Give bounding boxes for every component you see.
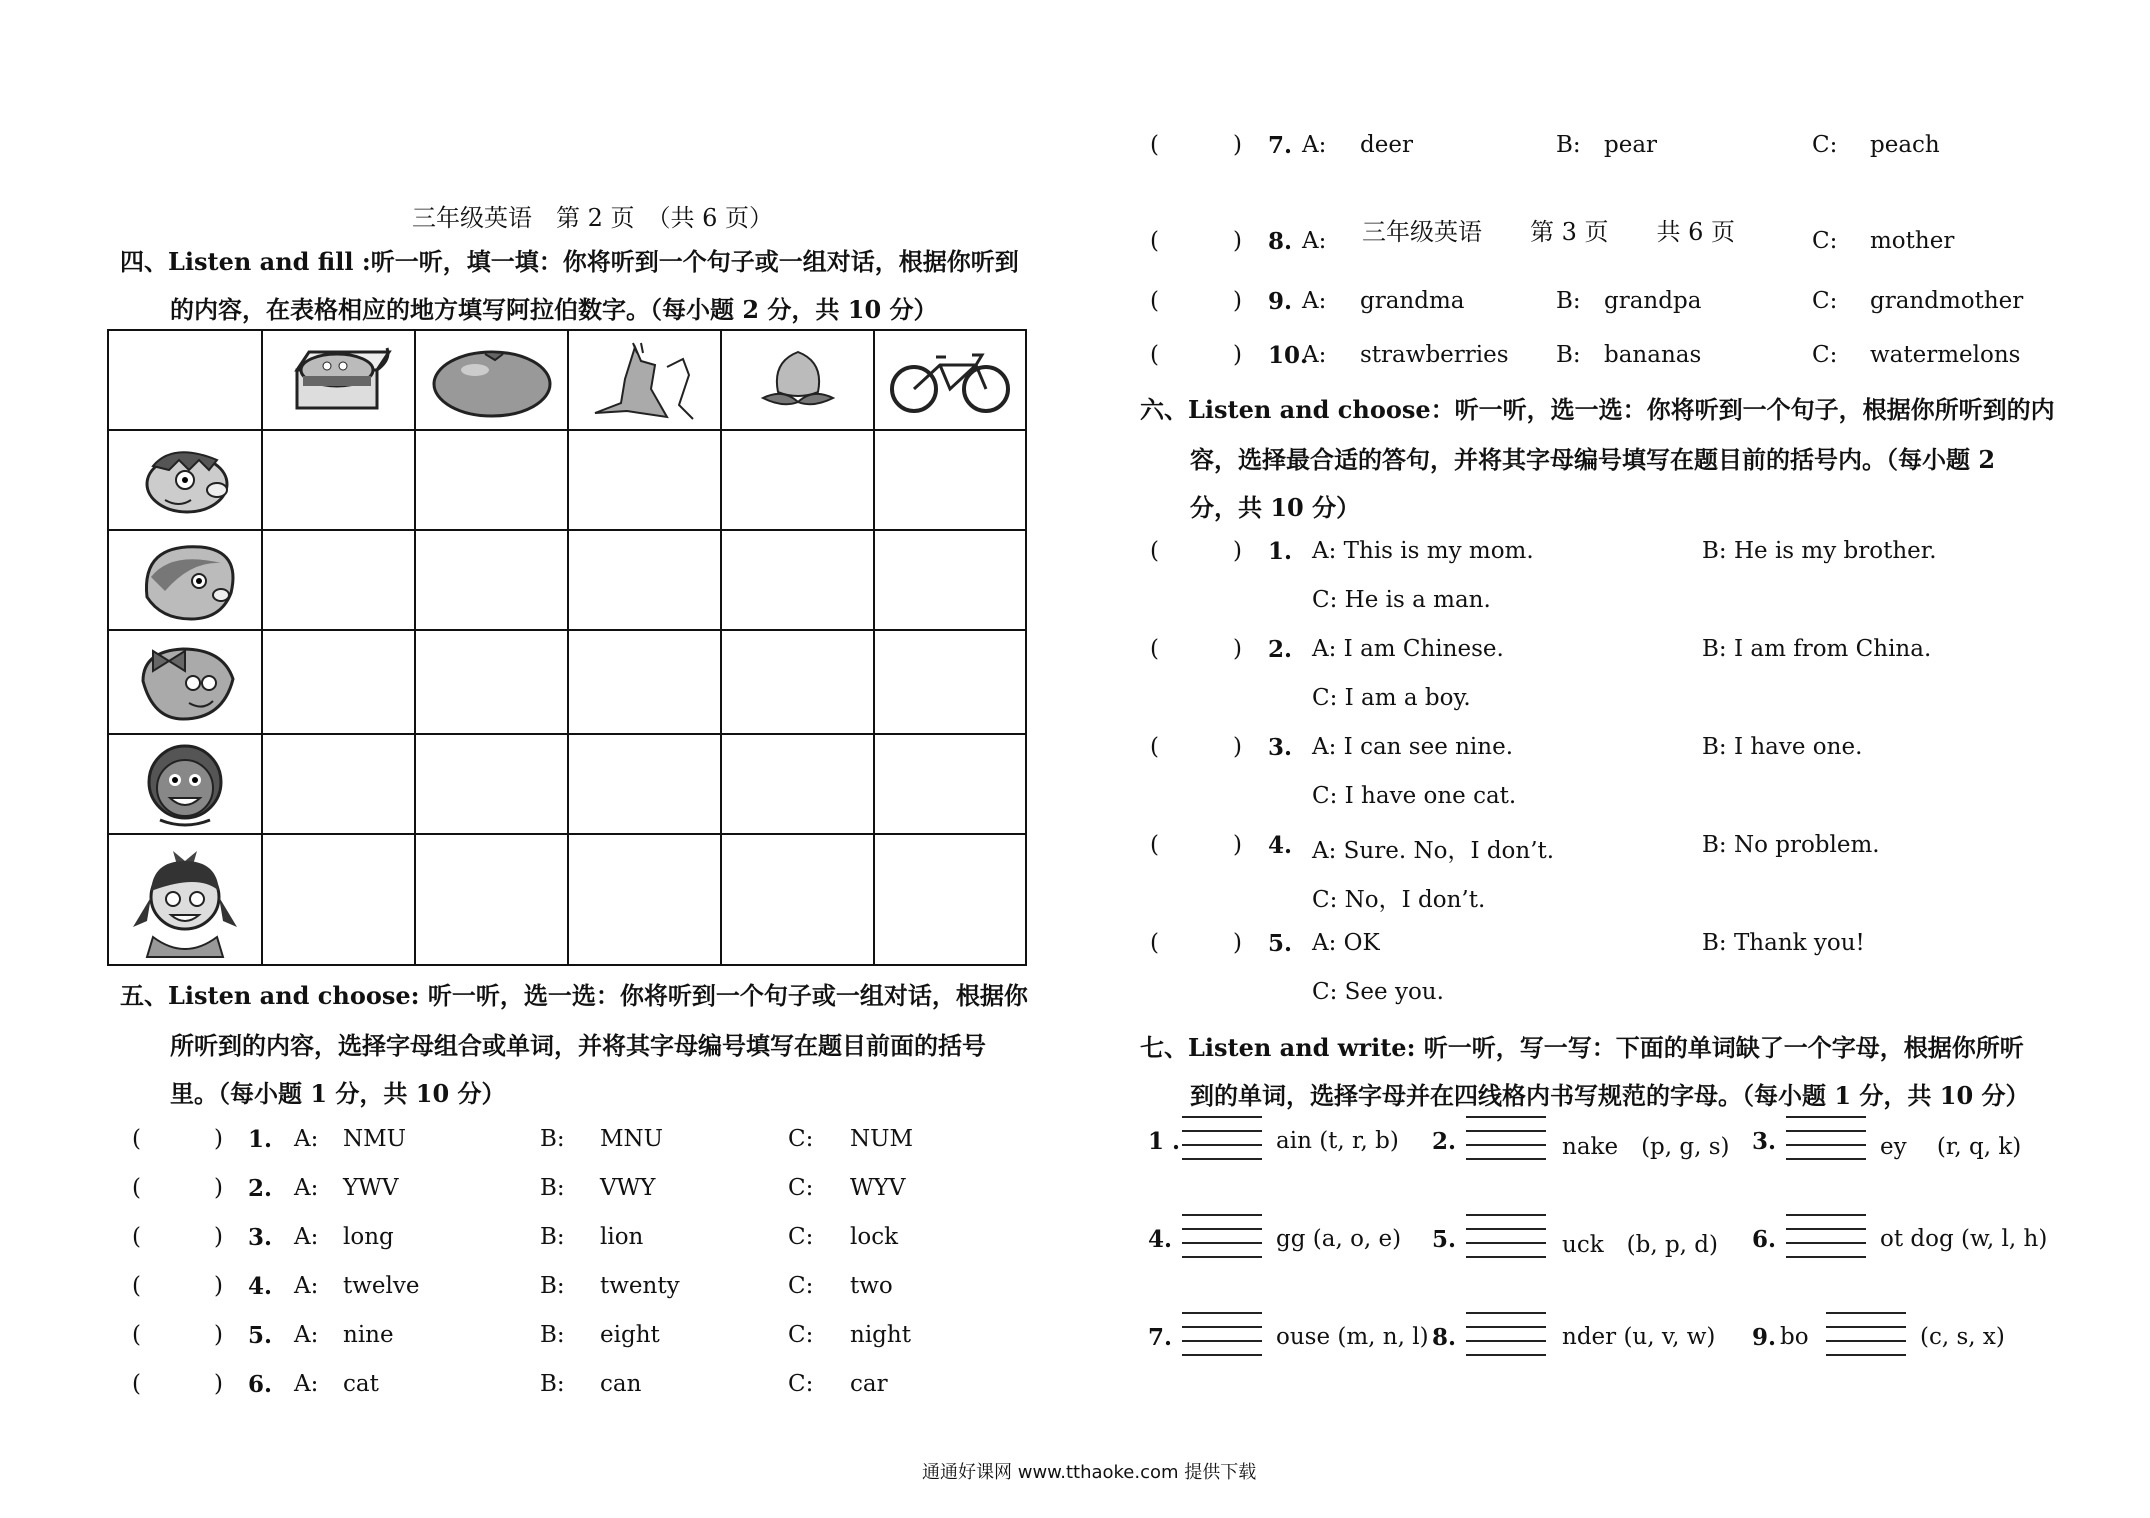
four-line-writing-box[interactable] bbox=[1182, 1312, 1262, 1356]
answer-paren-close: ) bbox=[214, 1273, 223, 1299]
question-number: 8. bbox=[1432, 1324, 1457, 1351]
option-c-label: C: bbox=[1812, 342, 1838, 368]
option-a-label: A: bbox=[294, 1175, 319, 1201]
question-number: 1 . bbox=[1148, 1128, 1181, 1155]
word-text: ot dog (w, l, h) bbox=[1880, 1226, 2048, 1252]
word-text: uck (b, p, d) bbox=[1562, 1232, 1718, 1258]
option-a-text: A: I am Chinese. bbox=[1312, 636, 1504, 662]
section6-title-line1: 六、Listen and choose：听一听，选一选：你将听到一个句子，根据你所听到的内 bbox=[1140, 395, 2055, 424]
word-prefix: bo bbox=[1780, 1324, 1809, 1350]
option-b-text: B: He is my brother. bbox=[1702, 538, 1937, 564]
question-number: 4. bbox=[1268, 832, 1293, 859]
answer-paren-open[interactable]: ( bbox=[1150, 132, 1159, 158]
option-c-label: C: bbox=[788, 1322, 814, 1348]
option-a-text: NMU bbox=[343, 1126, 407, 1152]
answer-paren-close: ) bbox=[1233, 288, 1242, 314]
four-line-writing-box[interactable] bbox=[1466, 1214, 1546, 1258]
option-c-label: C: bbox=[1812, 228, 1838, 254]
word-text: ouse (m, n, l) bbox=[1276, 1324, 1429, 1350]
answer-paren-open[interactable]: ( bbox=[132, 1224, 141, 1250]
option-c-text: C: I am a boy. bbox=[1312, 685, 1471, 711]
answer-paren-close: ) bbox=[1233, 342, 1242, 368]
question-number: 10. bbox=[1268, 342, 1309, 369]
smiling-boy-icon bbox=[109, 735, 261, 833]
four-line-writing-box[interactable] bbox=[1466, 1116, 1546, 1160]
four-line-writing-box[interactable] bbox=[1786, 1116, 1866, 1160]
option-b-text: B: No problem. bbox=[1702, 832, 1880, 858]
orange-icon bbox=[416, 331, 567, 429]
answer-paren-close: ) bbox=[214, 1224, 223, 1250]
answer-paren-close: ) bbox=[214, 1371, 223, 1397]
answer-paren-open[interactable]: ( bbox=[1150, 930, 1159, 956]
word-text: ain (t, r, b) bbox=[1276, 1128, 1399, 1154]
option-c-label: C: bbox=[788, 1126, 814, 1152]
option-c-label: C: bbox=[1812, 132, 1838, 158]
option-c-text: grandmother bbox=[1870, 288, 2024, 314]
option-c-text: night bbox=[850, 1322, 911, 1348]
option-c-label: C: bbox=[788, 1224, 814, 1250]
question-number: 4. bbox=[1148, 1226, 1173, 1253]
option-a-label: A: bbox=[294, 1322, 319, 1348]
left-page-header: 三年级英语 第 2 页 （共 6 页） bbox=[412, 204, 774, 232]
option-b-label: B: bbox=[540, 1371, 565, 1397]
option-c-label: C: bbox=[788, 1371, 814, 1397]
kangaroo-icon bbox=[569, 331, 720, 429]
question-number: 3. bbox=[1752, 1128, 1777, 1155]
section5-title-line3: 里。（每小题 1 分，共 10 分） bbox=[170, 1079, 506, 1108]
girl-bow-face-icon bbox=[109, 631, 261, 733]
answer-paren-close: ) bbox=[214, 1322, 223, 1348]
right-page-header: 三年级英语 第 3 页 共 6 页 bbox=[1362, 218, 1736, 246]
option-c-text: NUM bbox=[850, 1126, 914, 1152]
page-footer: 通通好课网 www.tthaoke.com 提供下载 bbox=[922, 1462, 1257, 1483]
option-c-text: C: He is a man. bbox=[1312, 587, 1491, 613]
option-a-text: nine bbox=[343, 1322, 394, 1348]
section5-title-line2: 所听到的内容，选择字母组合或单词，并将其字母编号填写在题目前面的括号 bbox=[170, 1031, 986, 1060]
option-b-label: B: bbox=[1556, 288, 1581, 314]
section5-title-line1: 五、Listen and choose: 听一听，选一选：你将听到一个句子或一组对话，根据你 bbox=[120, 981, 1028, 1010]
section4-title-line1: 四、Listen and fill :听一听，填一填：你将听到一个句子或一组对话，根据你听到 bbox=[120, 247, 1019, 276]
option-b-text: B: I have one. bbox=[1702, 734, 1863, 760]
word-text: nder (u, v, w) bbox=[1562, 1324, 1716, 1350]
four-line-writing-box[interactable] bbox=[1786, 1214, 1866, 1258]
option-a-text: cat bbox=[343, 1371, 379, 1397]
question-number: 9. bbox=[1752, 1324, 1777, 1351]
question-number: 8. bbox=[1268, 228, 1293, 255]
question-number: 6. bbox=[1752, 1226, 1777, 1253]
option-b-text: VWY bbox=[600, 1175, 656, 1201]
four-line-writing-box[interactable] bbox=[1826, 1312, 1906, 1356]
option-b-label: B: bbox=[540, 1273, 565, 1299]
boy-face-icon bbox=[109, 431, 261, 529]
option-b-text: bananas bbox=[1604, 342, 1702, 368]
option-c-text: C: I have one cat. bbox=[1312, 783, 1517, 809]
option-a-text: YWV bbox=[343, 1175, 399, 1201]
option-b-text: grandpa bbox=[1604, 288, 1702, 314]
option-b-text: lion bbox=[600, 1224, 644, 1250]
option-a-text: A: Sure. No，I don’t. bbox=[1312, 838, 1555, 864]
question-number: 1. bbox=[248, 1126, 273, 1153]
answer-paren-open[interactable]: ( bbox=[1150, 288, 1159, 314]
option-a-label: A: bbox=[294, 1273, 319, 1299]
question-number: 5. bbox=[1268, 930, 1293, 957]
option-b-label: B: bbox=[540, 1322, 565, 1348]
answer-paren-close: ) bbox=[1233, 132, 1242, 158]
answer-paren-open[interactable]: ( bbox=[1150, 832, 1159, 858]
section6-title-line3: 分，共 10 分） bbox=[1190, 493, 1361, 522]
option-a-text: deer bbox=[1360, 132, 1413, 158]
option-c-text: WYV bbox=[850, 1175, 906, 1201]
answer-paren-close: ) bbox=[214, 1175, 223, 1201]
option-b-text: eight bbox=[600, 1322, 660, 1348]
option-c-text: lock bbox=[850, 1224, 899, 1250]
bicycle-icon bbox=[875, 331, 1027, 429]
peach-icon bbox=[722, 331, 873, 429]
listen-fill-table bbox=[107, 329, 1027, 966]
option-b-text: B: Thank you! bbox=[1702, 930, 1865, 956]
answer-paren-open[interactable]: ( bbox=[1150, 228, 1159, 254]
option-c-text: car bbox=[850, 1371, 888, 1397]
word-text: gg (a, o, e) bbox=[1276, 1226, 1402, 1252]
option-b-label: B: bbox=[540, 1175, 565, 1201]
question-number: 1. bbox=[1268, 538, 1293, 565]
question-number: 3. bbox=[248, 1224, 273, 1251]
option-a-label: A: bbox=[1302, 288, 1327, 314]
option-c-text: C: No，I don’t. bbox=[1312, 887, 1486, 913]
question-number: 9. bbox=[1268, 288, 1293, 315]
option-b-text: MNU bbox=[600, 1126, 664, 1152]
answer-paren-close: ) bbox=[214, 1126, 223, 1152]
four-line-writing-box[interactable] bbox=[1466, 1312, 1546, 1356]
option-a-text: long bbox=[343, 1224, 394, 1250]
option-c-text: mother bbox=[1870, 228, 1955, 254]
question-number: 6. bbox=[248, 1371, 273, 1398]
four-line-writing-box[interactable] bbox=[1182, 1116, 1262, 1160]
word-text: nake (p, g, s) bbox=[1562, 1134, 1730, 1160]
option-c-text: two bbox=[850, 1273, 893, 1299]
option-a-label: A: bbox=[1302, 132, 1327, 158]
option-a-text: A: This is my mom. bbox=[1312, 538, 1534, 564]
option-b-text: twenty bbox=[600, 1273, 680, 1299]
option-a-text: A: I can see nine. bbox=[1312, 734, 1514, 760]
girl-face-icon bbox=[109, 531, 261, 629]
question-number: 3. bbox=[1268, 734, 1293, 761]
answer-paren-open[interactable]: ( bbox=[132, 1175, 141, 1201]
option-b-text: can bbox=[600, 1371, 642, 1397]
option-c-label: C: bbox=[788, 1175, 814, 1201]
answer-paren-close: ) bbox=[1233, 228, 1242, 254]
word-text: ey (r, q, k) bbox=[1880, 1134, 2022, 1160]
word-text: (c, s, x) bbox=[1920, 1324, 2005, 1350]
option-a-text: twelve bbox=[343, 1273, 420, 1299]
option-a-text: grandma bbox=[1360, 288, 1465, 314]
question-number: 7. bbox=[1148, 1324, 1173, 1351]
option-c-text: peach bbox=[1870, 132, 1940, 158]
answer-paren-open[interactable]: ( bbox=[1150, 734, 1159, 760]
option-b-label: B: bbox=[1556, 132, 1581, 158]
girl-pigtails-icon bbox=[109, 835, 261, 966]
option-b-label: B: bbox=[540, 1126, 565, 1152]
answer-paren-open[interactable]: ( bbox=[1150, 342, 1159, 368]
answer-paren-open[interactable]: ( bbox=[1150, 538, 1159, 564]
question-number: 7. bbox=[1268, 132, 1293, 159]
question-number: 2. bbox=[1268, 636, 1293, 663]
section7-title-line2: 到的单词，选择字母并在四线格内书写规范的字母。（每小题 1 分，共 10 分） bbox=[1190, 1081, 2030, 1110]
question-number: 5. bbox=[1432, 1226, 1457, 1253]
option-b-text: B: I am from China. bbox=[1702, 636, 1932, 662]
answer-paren-close: ) bbox=[1233, 930, 1242, 956]
hamburger-icon bbox=[263, 331, 414, 429]
section7-title-line1: 七、Listen and write: 听一听，写一写：下面的单词缺了一个字母，根据你所听 bbox=[1140, 1033, 2024, 1062]
option-c-label: C: bbox=[1812, 288, 1838, 314]
answer-paren-open[interactable]: ( bbox=[1150, 636, 1159, 662]
option-a-label: A: bbox=[294, 1224, 319, 1250]
answer-paren-close: ) bbox=[1233, 734, 1242, 760]
four-line-writing-box[interactable] bbox=[1182, 1214, 1262, 1258]
option-c-label: C: bbox=[788, 1273, 814, 1299]
option-a-label: A: bbox=[1302, 228, 1327, 254]
option-a-text: strawberries bbox=[1360, 342, 1509, 368]
option-a-text: A: OK bbox=[1312, 930, 1380, 956]
question-number: 2. bbox=[1432, 1128, 1457, 1155]
answer-paren-close: ) bbox=[1233, 832, 1242, 858]
answer-paren-close: ) bbox=[1233, 636, 1242, 662]
section6-title-line2: 容，选择最合适的答句，并将其字母编号填写在题目前的括号内。（每小题 2 bbox=[1190, 445, 1996, 474]
question-number: 2. bbox=[248, 1175, 273, 1202]
answer-paren-open[interactable]: ( bbox=[132, 1371, 141, 1397]
option-b-label: B: bbox=[540, 1224, 565, 1250]
option-c-text: C: See you. bbox=[1312, 979, 1444, 1005]
section4-title-line2: 的内容，在表格相应的地方填写阿拉伯数字。（每小题 2 分，共 10 分） bbox=[170, 295, 938, 324]
question-number: 4. bbox=[248, 1273, 273, 1300]
answer-paren-open[interactable]: ( bbox=[132, 1322, 141, 1348]
question-number: 5. bbox=[248, 1322, 273, 1349]
answer-paren-open[interactable]: ( bbox=[132, 1126, 141, 1152]
option-a-label: A: bbox=[1302, 342, 1327, 368]
option-a-label: A: bbox=[294, 1126, 319, 1152]
option-b-text: pear bbox=[1604, 132, 1658, 158]
option-c-text: watermelons bbox=[1870, 342, 2021, 368]
option-b-label: B: bbox=[1556, 342, 1581, 368]
answer-paren-close: ) bbox=[1233, 538, 1242, 564]
answer-paren-open[interactable]: ( bbox=[132, 1273, 141, 1299]
option-a-label: A: bbox=[294, 1371, 319, 1397]
